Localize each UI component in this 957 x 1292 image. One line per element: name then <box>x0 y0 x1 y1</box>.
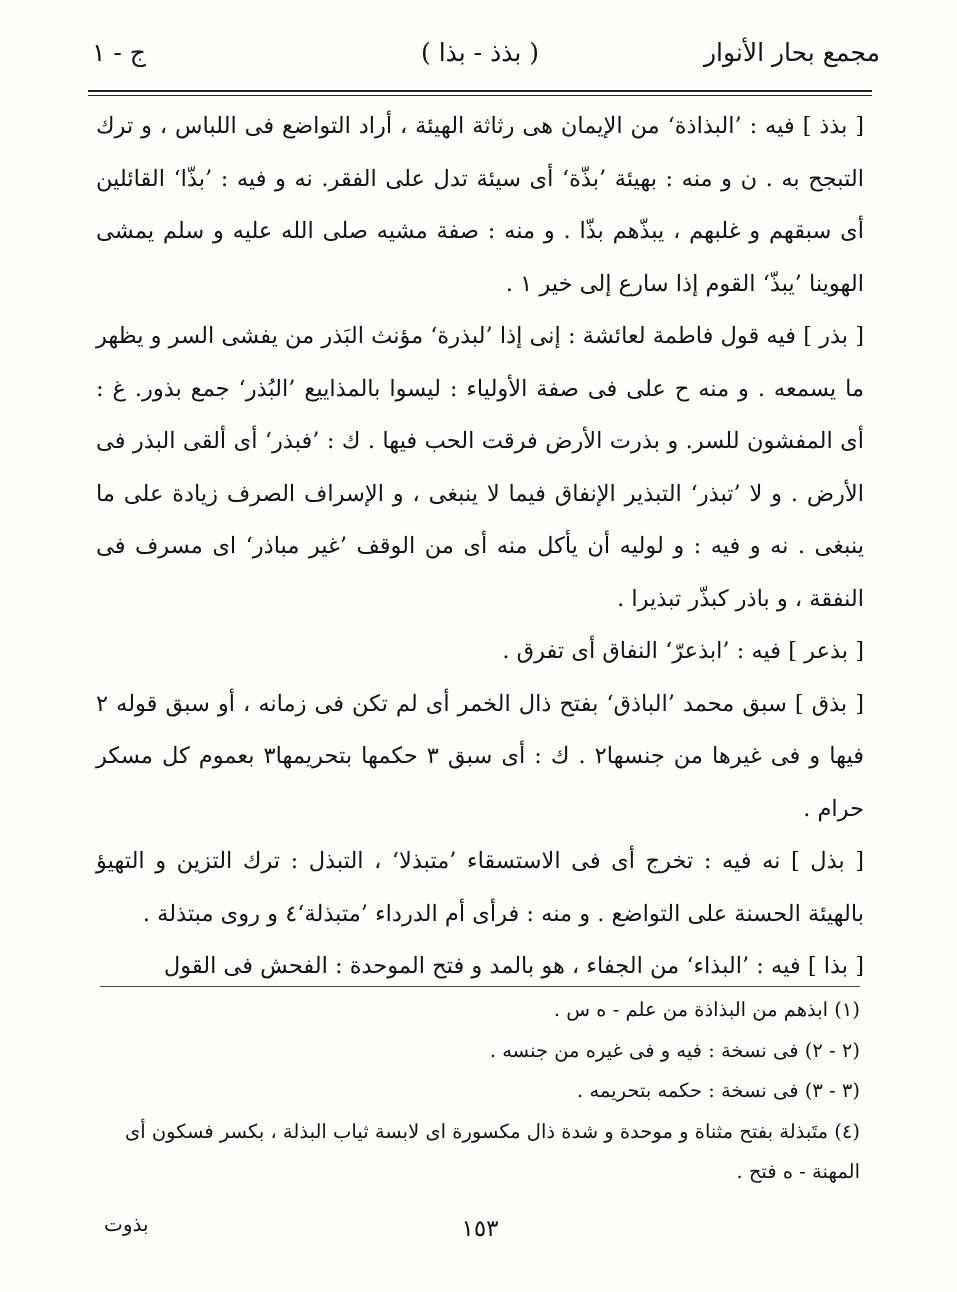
dictionary-entry <box>96 678 864 836</box>
dictionary-entry <box>96 100 864 310</box>
entry-text: سبق محمد ’الباذق‘ بفتح ذال الخمر أى لم تكن فى زمانه ، أو سبق قوله ٢ فيها و فى غيرها من جنسها٢ . ك : أى سبق ٣ حكمها بتحريمها٣ بعموم كل مسكر حرام . <box>96 690 864 822</box>
entry-headword: [ بذل ] <box>790 848 865 874</box>
entry-text: فيه : ’البذاء‘ من الجفاء ، هو بالمد و فتح الموحدة : الفحش فى القول <box>163 953 801 979</box>
dictionary-entry <box>96 940 864 993</box>
entry-text: فيه قول فاطمة لعائشة : إنى إذا ’لبذرة‘ مؤنث البَذر من يفشى السر و يظهر ما يسمعه . و منه ح على فى صفة الأولياء : ليسوا بالمذاييع ’البُذر‘ جمع بذور. غ : أى المفشون للسر. و بذرت الأرض فرقت الحب فيها . ك : ’فبذر‘ أى ألقى البذر فى الأرض . و لا ’تبذر‘ التبذير الإنفاق فيما لا ينبغى ، و الإسراف الصرف زيادة على ما ينبغى . نه و فيه : و لوليه أن يأكل منه أى من الوقف ’غير مباذر‘ اى مسرف فى النفقة ، و باذر كبذّر تبذيرا . <box>96 323 864 612</box>
entry-text: فيه : ’البذاذة‘ من الإيمان هى رثاثة الهيئة ، أراد التواضع فى اللباس ، و ترك التبجح به . ن و منه : بهيئة ’بذّة‘ أى سيئة تدل على الفقر. نه و فيه : ’بذّا‘ القائلين أى سبقهم و غلبهم ، يبذّهم بذّا . و منه : صفة مشيه صلى الله عليه و سلم يمشى الهوينا ’يبذّ‘ القوم إذا سارع إلى خير ١ . <box>96 113 864 297</box>
entry-headword: [ بذعر ] <box>788 638 864 664</box>
main-text <box>96 100 864 993</box>
volume-number: ج - ١ <box>92 38 146 67</box>
entry-headword: [ بذر ] <box>803 323 864 349</box>
footnotes <box>100 990 860 1193</box>
entry-text: فيه : ’ابذعرّ‘ النفاق أى تفرق . <box>502 638 782 664</box>
dictionary-entry <box>96 625 864 678</box>
entry-range: ( بذذ - بذا ) <box>421 38 539 67</box>
catchword: بذوت <box>104 1212 149 1236</box>
entry-headword: [ بذذ ] <box>802 113 865 139</box>
entry-headword: [ بذق ] <box>794 690 865 717</box>
footnote: (٣ - ٣) فى نسخة : حكمه بتحريمه . <box>577 1079 860 1102</box>
footnote-rule <box>100 986 860 987</box>
header-rule-thin <box>88 95 872 96</box>
entry-headword: [ بذا ] <box>807 953 864 979</box>
page-footer <box>90 1208 870 1258</box>
header-rule <box>88 90 872 92</box>
book-title: مجمع بحار الأنوار <box>703 38 880 67</box>
entry-text: نه فيه : تخرج أى فى الاستسقاء ’متبذلا‘ ، التبذل : ترك التزين و التهيؤ بالهيئة الحسنة على التواضع . و منه : فرأى أم الدرداء ’متبذلة‘٤ و روى مبتذلة . <box>96 848 864 927</box>
footnote: (٤) متَبذلة بفتح مثناة و موحدة و شدة ذال مكسورة اى لابسة ثياب البذلة ، بكسر فسكون أى المهنة - ه فتح . <box>124 1119 860 1183</box>
running-header <box>80 36 880 86</box>
footnote: (١) ابذهم من البذاذة من علم - ه س . <box>553 998 860 1021</box>
dictionary-entry <box>96 310 864 625</box>
page-number: ١٥٣ <box>461 1216 499 1242</box>
dictionary-entry <box>96 835 864 940</box>
footnote: (٢ - ٢) فى نسخة : فيه و فى غيره من جنسه . <box>489 1038 860 1062</box>
